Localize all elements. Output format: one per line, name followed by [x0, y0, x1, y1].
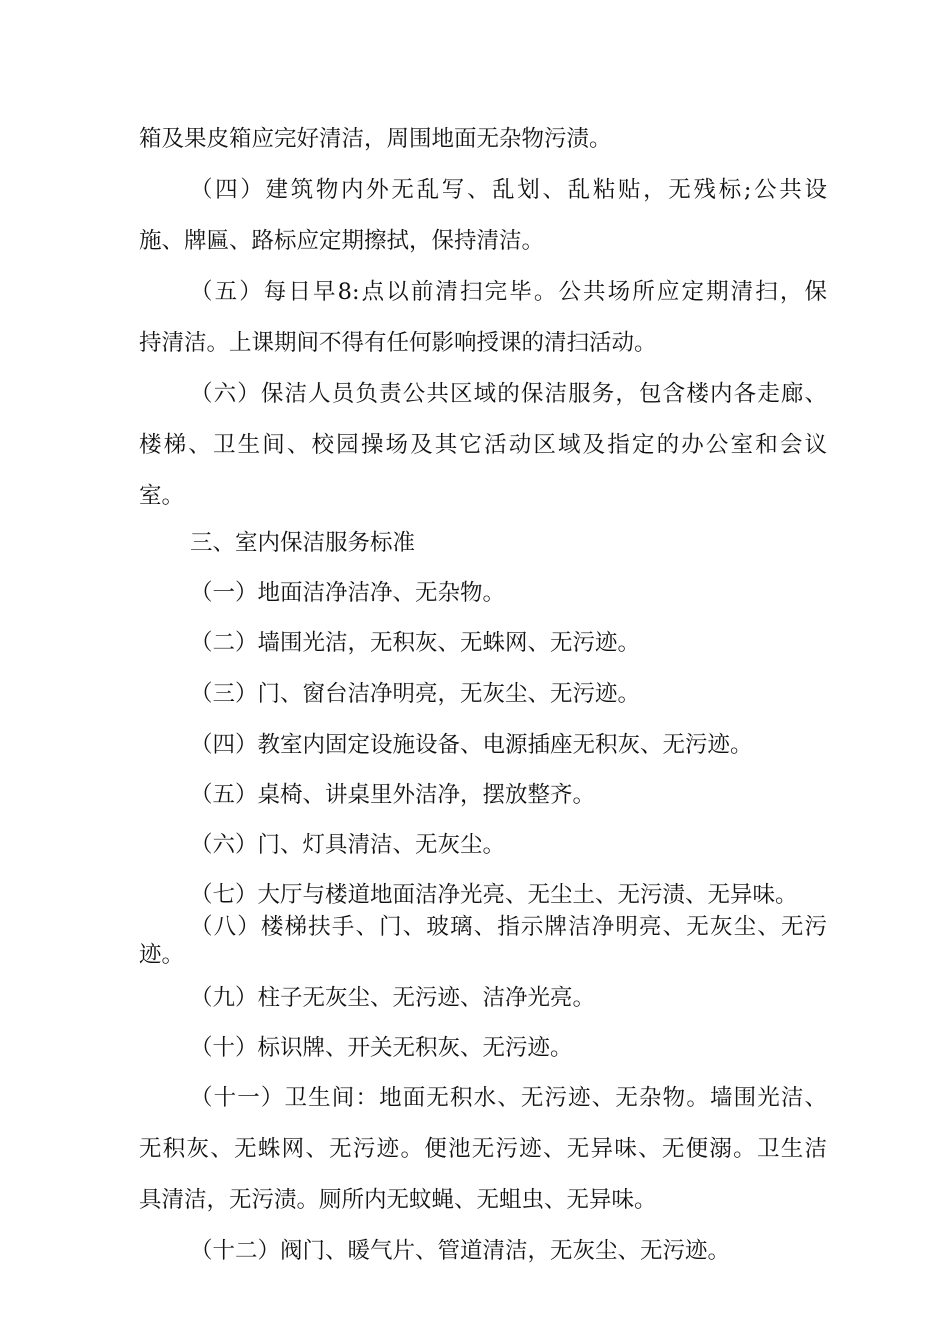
list-item-continuation: 迹。: [139, 942, 185, 968]
list-item: （一）地面洁净洁净、无杂物。: [190, 580, 506, 606]
list-item: （十二）阀门、暖气片、管道清洁，无灰尘、无污迹。: [190, 1238, 731, 1264]
paragraph-line: 持清洁。上课期间不得有任何影响授课的清扫活动。: [139, 330, 657, 356]
list-item: （二）墙围光洁，无积灰、无蛛网、无污迹。: [190, 630, 641, 656]
list-item: （九）柱子无灰尘、无污迹、洁净光亮。: [190, 985, 596, 1011]
paragraph-line: （四）建筑物内外无乱写、乱划、乱粘贴，无残标;公共设: [190, 177, 827, 203]
list-item: （十一）卫生间：地面无积水、无污迹、无杂物。墙围光洁、: [190, 1085, 827, 1111]
list-item: （三）门、窗台洁净明亮，无灰尘、无污迹。: [190, 681, 641, 707]
paragraph-line: （六）保洁人员负责公共区域的保洁服务，包含楼内各走廊、: [190, 381, 827, 407]
paragraph-line: 箱及果皮箱应完好清洁，周围地面无杂物污渍。: [139, 126, 612, 152]
list-item-continuation: 无积灰、无蛛网、无污迹。便池无污迹、无异味、无便溺。卫生洁: [139, 1136, 827, 1162]
list-item-continuation: 具清洁，无污渍。厕所内无蚊蝇、无蛆虫、无异味。: [139, 1187, 657, 1213]
list-item: （四）教室内固定设施设备、电源插座无积灰、无污迹。: [190, 732, 753, 758]
section-heading: 三、室内保洁服务标准: [190, 530, 416, 556]
paragraph-line: 施、牌匾、路标应定期擦拭，保持清洁。: [139, 228, 545, 254]
list-item: （五）桌椅、讲桌里外洁净，摆放整齐。: [190, 782, 596, 808]
list-item: （八）楼梯扶手、门、玻璃、指示牌洁净明亮、无灰尘、无污: [190, 914, 827, 940]
list-item: （六）门、灯具清洁、无灰尘。: [190, 832, 506, 858]
paragraph-line: 室。: [139, 483, 185, 509]
paragraph-line: （五）每日早8:点以前清扫完毕。公共场所应定期清扫，保: [190, 279, 827, 305]
list-item: （十）标识牌、开关无积灰、无污迹。: [190, 1035, 573, 1061]
list-item: （七）大厅与楼道地面洁净光亮、无尘土、无污渍、无异味。: [190, 882, 798, 908]
paragraph-line: 楼梯、卫生间、校园操场及其它活动区域及指定的办公室和会议: [139, 432, 827, 458]
